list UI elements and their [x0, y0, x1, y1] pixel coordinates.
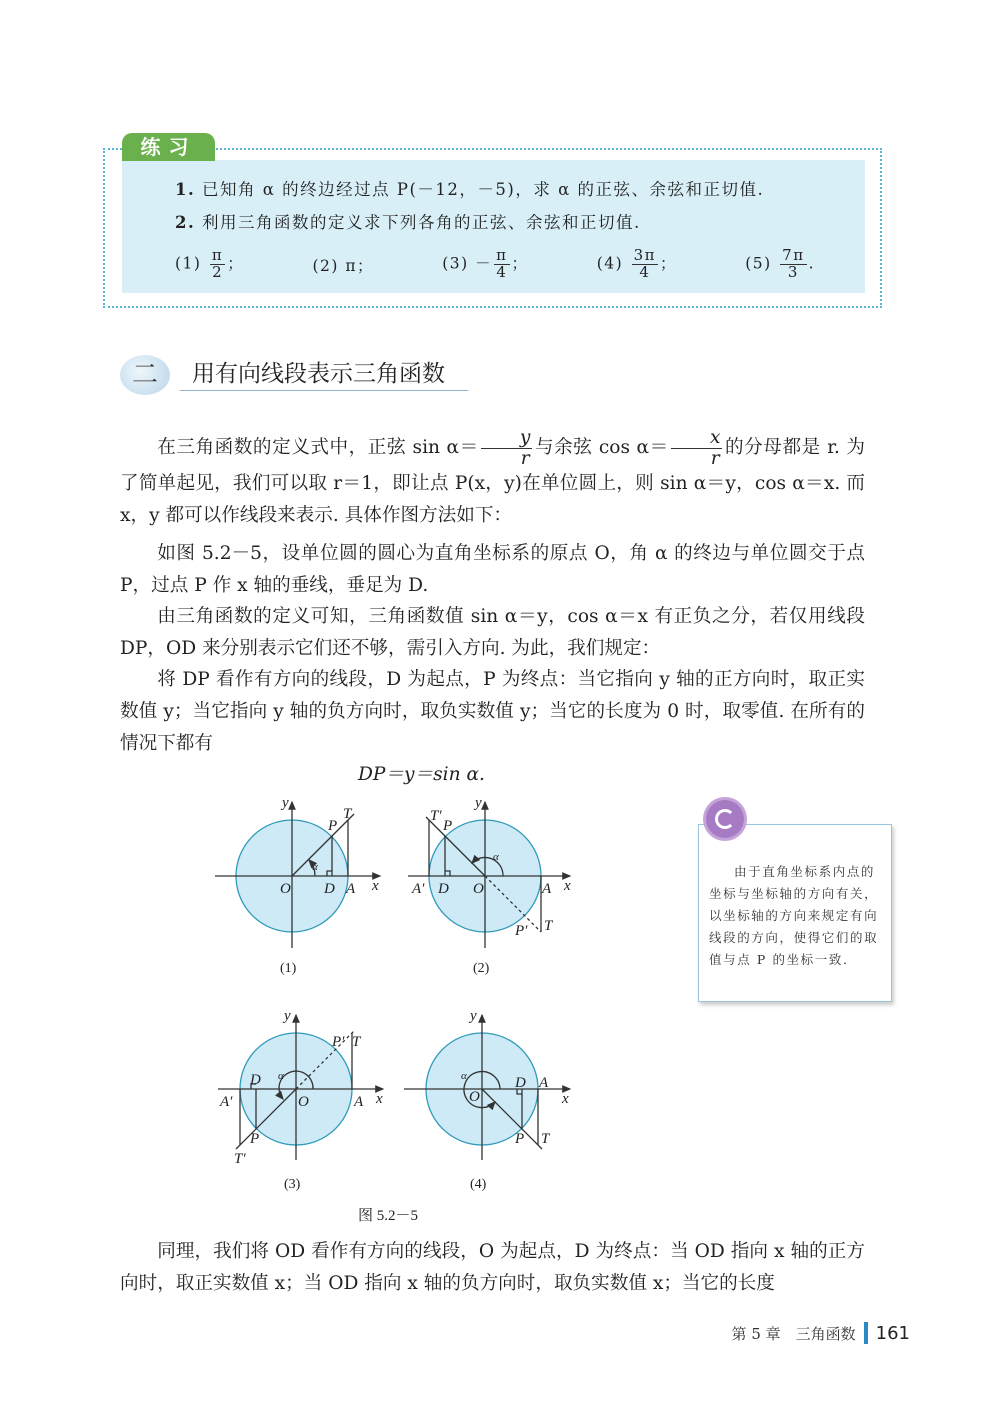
figure-label: α	[312, 861, 318, 873]
paragraph-1: 在三角函数的定义式中，正弦 sin α＝ $\frac{y}{r}$ 与余弦 cos α＝ $\frac{x}{r}$ 的分母都是 r. 为了简单起见，我们可以取 r＝1，即让点 P(x，y)在单位圆上，则 sin α＝y，cos α＝x. 而 x，y 都可以作线段来表示. 具体作图方法如下：	[120, 427, 866, 527]
figure-label: A	[539, 1075, 549, 1091]
section-underline	[180, 390, 468, 391]
figure-label: y	[284, 1008, 291, 1024]
formula-dp: DP＝y＝sin α.	[358, 764, 485, 785]
subfigure-1	[215, 802, 380, 948]
figure-label: α	[278, 1070, 284, 1082]
figure-label: P	[443, 818, 453, 834]
exercise-question-2: 2. 利用三角函数的定义求下列各角的正弦、余弦和正切值.	[175, 213, 641, 232]
exercise-part: (4) $\frac{3\pi}{4}$ ；	[596, 246, 678, 281]
figure-label: O	[473, 881, 484, 897]
figure-label: (3)	[284, 1177, 301, 1192]
figure-label: x	[376, 1091, 383, 1107]
section-title: 用有向线段表示三角函数	[192, 361, 445, 387]
figure-label: P′	[332, 1034, 345, 1050]
figure-label: α	[493, 851, 499, 863]
figure-label: P	[515, 1131, 525, 1147]
figure-label: T′	[430, 808, 442, 824]
paragraph-5: 同理，我们将 OD 看作有方向的线段，O 为起点，D 为终点：当 OD 指向 x 轴的正方向时，取正实数值 x；当 OD 指向 x 轴的负方向时，取负实数值 x；当它的长度	[120, 1241, 865, 1294]
exercise-part: (5) $\frac{7\pi}{3}$ .	[745, 246, 815, 281]
figure-label: O	[280, 881, 291, 897]
figure-label: y	[282, 795, 289, 811]
exercise-part: (2) π；	[312, 257, 375, 275]
paragraph-4: 将 DP 看作有方向的线段，D 为起点，P 为终点：当它指向 y 轴的正方向时，取正实数值 y；当它指向 y 轴的负方向时，取负实数值 y；当它的长度为 0 时，取零值. 在所有的情况下都有	[120, 669, 865, 754]
figure-label: α	[461, 1070, 467, 1082]
figure-label: P	[328, 818, 338, 834]
figure-label: T	[343, 806, 352, 822]
figure-label: y	[470, 1008, 477, 1024]
figure-label: D	[515, 1075, 526, 1091]
figure-label: (2)	[473, 961, 490, 976]
paragraph-2: 如图 5.2－5，设单位圆的圆心为直角坐标系的原点 O，角 α 的终边与单位圆交于点 P，过点 P 作 x 轴的垂线，垂足为 D.	[120, 543, 865, 596]
figure-label: O	[298, 1094, 309, 1110]
figure-label: T	[544, 918, 553, 934]
figure-label: D	[250, 1072, 261, 1088]
figure-label: x	[562, 1091, 569, 1107]
section-number-badge: 二	[120, 355, 170, 395]
exercise-part: (3) － $\frac{\pi}{4}$ ；	[442, 246, 529, 281]
figure-label: D	[438, 881, 449, 897]
figure-label: T	[352, 1034, 361, 1050]
figure-label: T	[541, 1131, 550, 1147]
figure-label: T′	[234, 1151, 246, 1167]
figure-label: A	[542, 881, 552, 897]
figure-label: A′	[412, 881, 425, 897]
figure-label: A′	[220, 1094, 233, 1110]
exercise-parts	[175, 248, 815, 284]
exercise-part: (1) $\frac{\pi}{2}$ ；	[175, 246, 245, 281]
figure-label: P	[250, 1131, 260, 1147]
side-note: 由于直角坐标系内点的坐标与坐标轴的方向有关，以坐标轴的方向来规定有向线段的方向，使得它们的取值与点 P 的坐标一致.	[698, 824, 892, 1002]
figure-5-2-5	[200, 790, 600, 1230]
footer-bar	[864, 1322, 868, 1344]
exercise-question-1: 1. 已知角 α 的终边经过点 P(－12，－5)，求 α 的正弦、余弦和正切值.	[175, 180, 765, 199]
figure-label: (1)	[280, 961, 297, 976]
page-footer	[732, 1322, 910, 1344]
figure-caption: 图 5.2－5	[358, 1208, 419, 1224]
chapter-label: 第 5 章 三角函数	[731, 1324, 856, 1343]
figure-label: A	[354, 1094, 364, 1110]
figure-label: O	[469, 1089, 480, 1105]
figure-label: y	[475, 795, 482, 811]
page-number: 161	[875, 1322, 910, 1344]
figure-label: x	[564, 878, 571, 894]
exercise-tab: 练习	[122, 133, 215, 161]
figure-label: (4)	[470, 1177, 487, 1192]
figure-label: A	[346, 881, 356, 897]
figure-label: D	[324, 881, 335, 897]
figure-label: x	[372, 878, 379, 894]
figure-label: P′	[515, 923, 528, 939]
paragraph-3: 由三角函数的定义可知，三角函数值 sin α＝y，cos α＝x 有正负之分，若仅用线段 DP，OD 来分别表示它们还不够，需引入方向. 为此，我们规定：	[120, 606, 865, 659]
note-refresh-icon	[706, 800, 744, 838]
